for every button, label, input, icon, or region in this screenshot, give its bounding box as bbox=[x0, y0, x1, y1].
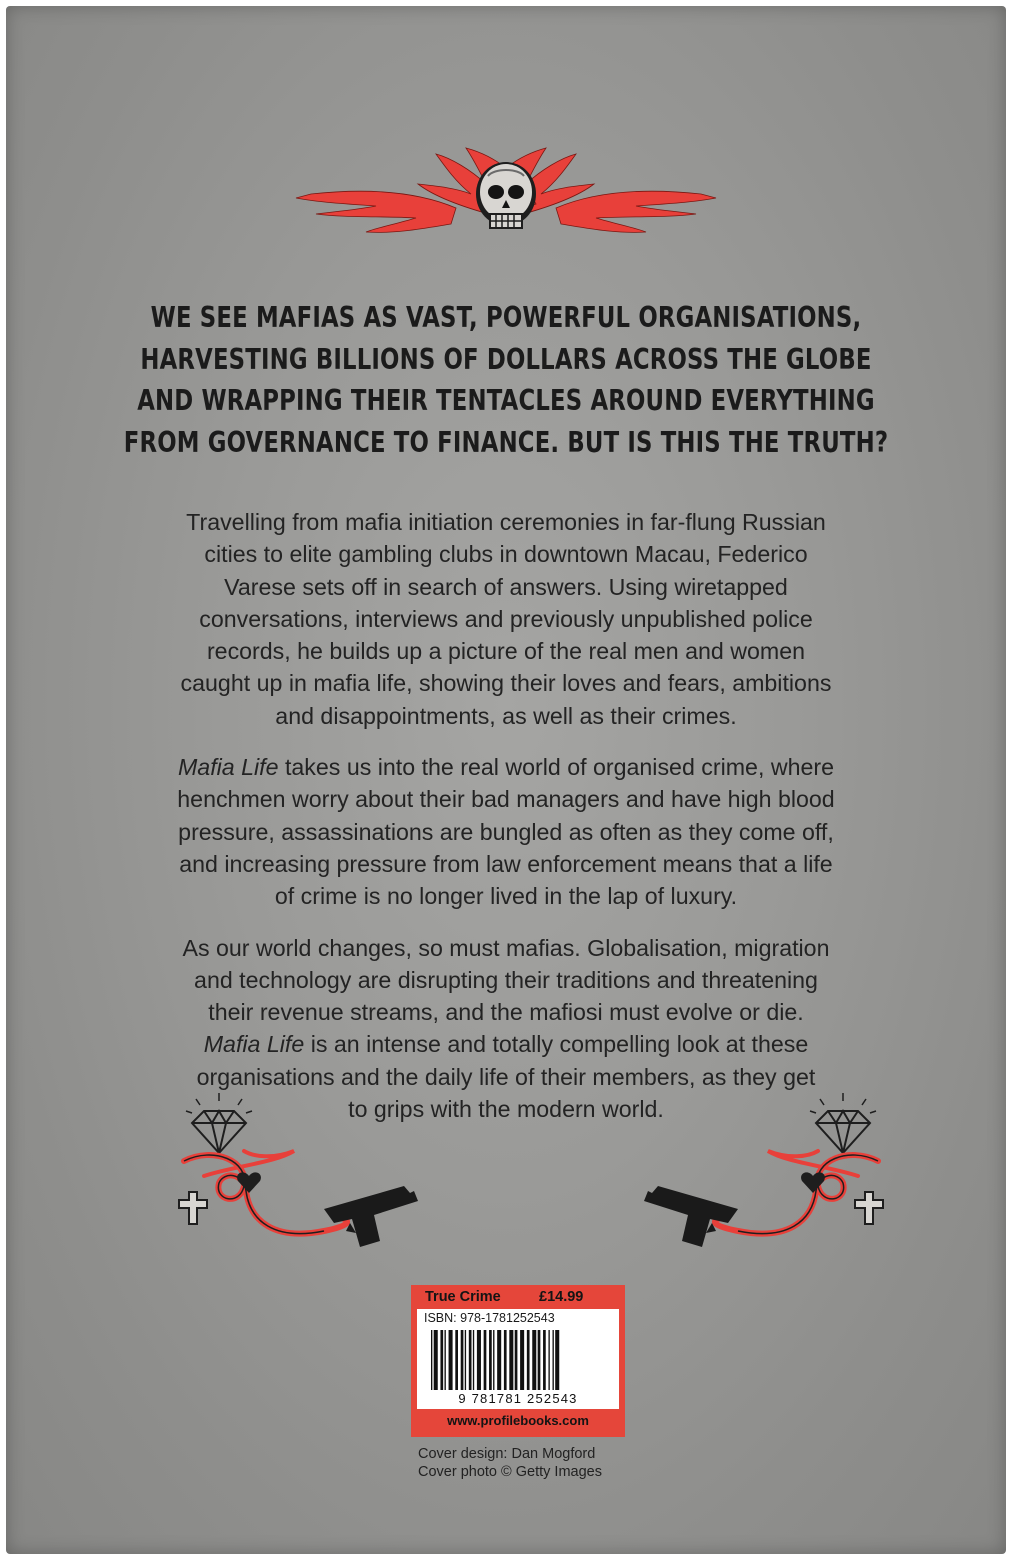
barcode-bar bbox=[465, 1330, 466, 1390]
barcode-bar bbox=[548, 1330, 549, 1390]
text-line: conversations, interviews and previously unpublished police bbox=[199, 605, 813, 632]
book-title: Mafia Life bbox=[203, 1031, 305, 1058]
text-fragment: takes us into the real world of organised crime, where bbox=[278, 754, 834, 781]
cover-credits bbox=[418, 1446, 602, 1481]
text-line: henchmen worry about their bad managers and have high blood bbox=[177, 786, 835, 813]
text-line: cities to elite gambling clubs in downtown Macau, Federico bbox=[204, 541, 808, 568]
photo-credit: Cover photo © Getty Images bbox=[418, 1463, 602, 1480]
diamond-icon bbox=[810, 1093, 876, 1153]
text-line: pressure, assassinations are bungled as often as they come off, bbox=[178, 818, 834, 845]
text-line: caught up in mafia life, showing their loves and fears, ambitions bbox=[180, 670, 832, 697]
barcode-bar bbox=[520, 1330, 524, 1390]
pistol-icon bbox=[324, 1186, 418, 1247]
headline-line: AND WRAPPING THEIR TENTACLES AROUND EVERYTHING bbox=[137, 384, 875, 417]
barcode-bar bbox=[434, 1330, 438, 1390]
barcode-bar bbox=[461, 1330, 464, 1390]
swirl-ornament-icon bbox=[628, 1091, 888, 1261]
barcode-bar bbox=[538, 1330, 541, 1390]
headline-line: WE SEE MAFIAS AS VAST, POWERFUL ORGANISATIONS, bbox=[150, 301, 862, 334]
winged-skull-icon bbox=[276, 146, 736, 266]
price-header bbox=[411, 1285, 625, 1309]
barcode-bar bbox=[493, 1330, 494, 1390]
barcode-bar bbox=[515, 1330, 518, 1390]
book-back-cover bbox=[6, 6, 1006, 1554]
book-title: Mafia Life bbox=[177, 754, 279, 781]
cross-icon bbox=[854, 1191, 884, 1225]
price-sticker bbox=[411, 1285, 625, 1437]
barcode-bar bbox=[477, 1330, 481, 1390]
barcode-bar bbox=[484, 1330, 487, 1390]
barcode-bar bbox=[527, 1330, 530, 1390]
barcode-bar bbox=[555, 1330, 559, 1390]
barcode-digits: 9 781781 252543 bbox=[458, 1391, 578, 1406]
text-line: and disappointments, as well as their crimes. bbox=[275, 702, 737, 729]
text-line: their revenue streams, and the mafiosi must evolve or die. bbox=[208, 999, 804, 1026]
price-label: £14.99 bbox=[539, 1289, 584, 1305]
swirl-ornament-icon bbox=[174, 1091, 434, 1261]
barcode-bar bbox=[469, 1330, 472, 1390]
text-line: to grips with the modern world. bbox=[348, 1096, 664, 1123]
barcode-bar bbox=[532, 1330, 536, 1390]
barcode-bar bbox=[449, 1330, 453, 1390]
pistol-icon bbox=[644, 1186, 738, 1247]
text-fragment: is an intense and totally compelling look at these bbox=[304, 1031, 809, 1058]
genre-label: True Crime bbox=[425, 1289, 501, 1305]
text-line: Travelling from mafia initiation ceremonies in far-flung Russian bbox=[186, 509, 826, 535]
text-line: and increasing pressure from law enforcement means that a life bbox=[179, 850, 833, 877]
barcode-bar bbox=[543, 1330, 546, 1390]
blurb-paragraph-1 bbox=[86, 506, 926, 732]
barcode-bar bbox=[440, 1330, 443, 1390]
publisher-website: www.profilebooks.com bbox=[447, 1413, 589, 1428]
headline-line: FROM GOVERNANCE TO FINANCE. BUT IS THIS THE TRUTH? bbox=[123, 425, 889, 459]
diamond-icon bbox=[186, 1093, 252, 1153]
text-line bbox=[86, 751, 926, 783]
barcode-panel bbox=[417, 1309, 619, 1409]
design-credit: Cover design: Dan Mogford bbox=[418, 1446, 596, 1462]
headline-line: HARVESTING BILLIONS OF DOLLARS ACROSS THE GLOBE bbox=[140, 342, 872, 376]
barcode bbox=[431, 1330, 613, 1390]
text-line: As our world changes, so must mafias. Globalisation, migration bbox=[182, 934, 830, 961]
headline bbox=[106, 297, 906, 463]
barcode-bar bbox=[455, 1330, 458, 1390]
barcode-bar bbox=[504, 1330, 507, 1390]
blurb bbox=[86, 506, 926, 1144]
blurb-paragraph-2 bbox=[86, 751, 926, 912]
text-line: organisations and the daily life of their members, as they get bbox=[196, 1063, 816, 1090]
barcode-bar bbox=[473, 1330, 474, 1390]
barcode-bar bbox=[497, 1330, 501, 1390]
isbn-label: ISBN: 978-1781252543 bbox=[424, 1311, 555, 1325]
text-line: and technology are disrupting their traditions and threatening bbox=[194, 966, 818, 993]
cross-icon bbox=[178, 1191, 208, 1225]
barcode-bar bbox=[509, 1330, 513, 1390]
barcode-bar bbox=[489, 1330, 492, 1390]
barcode-bar bbox=[445, 1330, 446, 1390]
text-line bbox=[86, 1028, 926, 1060]
text-line: of crime is no longer lived in the lap of luxury. bbox=[274, 883, 738, 910]
text-line: Varese sets off in search of answers. Using wiretapped bbox=[224, 573, 788, 600]
barcode-bar bbox=[431, 1330, 432, 1390]
text-line: records, he builds up a picture of the real men and women bbox=[206, 638, 806, 665]
barcode-bar bbox=[553, 1330, 554, 1390]
